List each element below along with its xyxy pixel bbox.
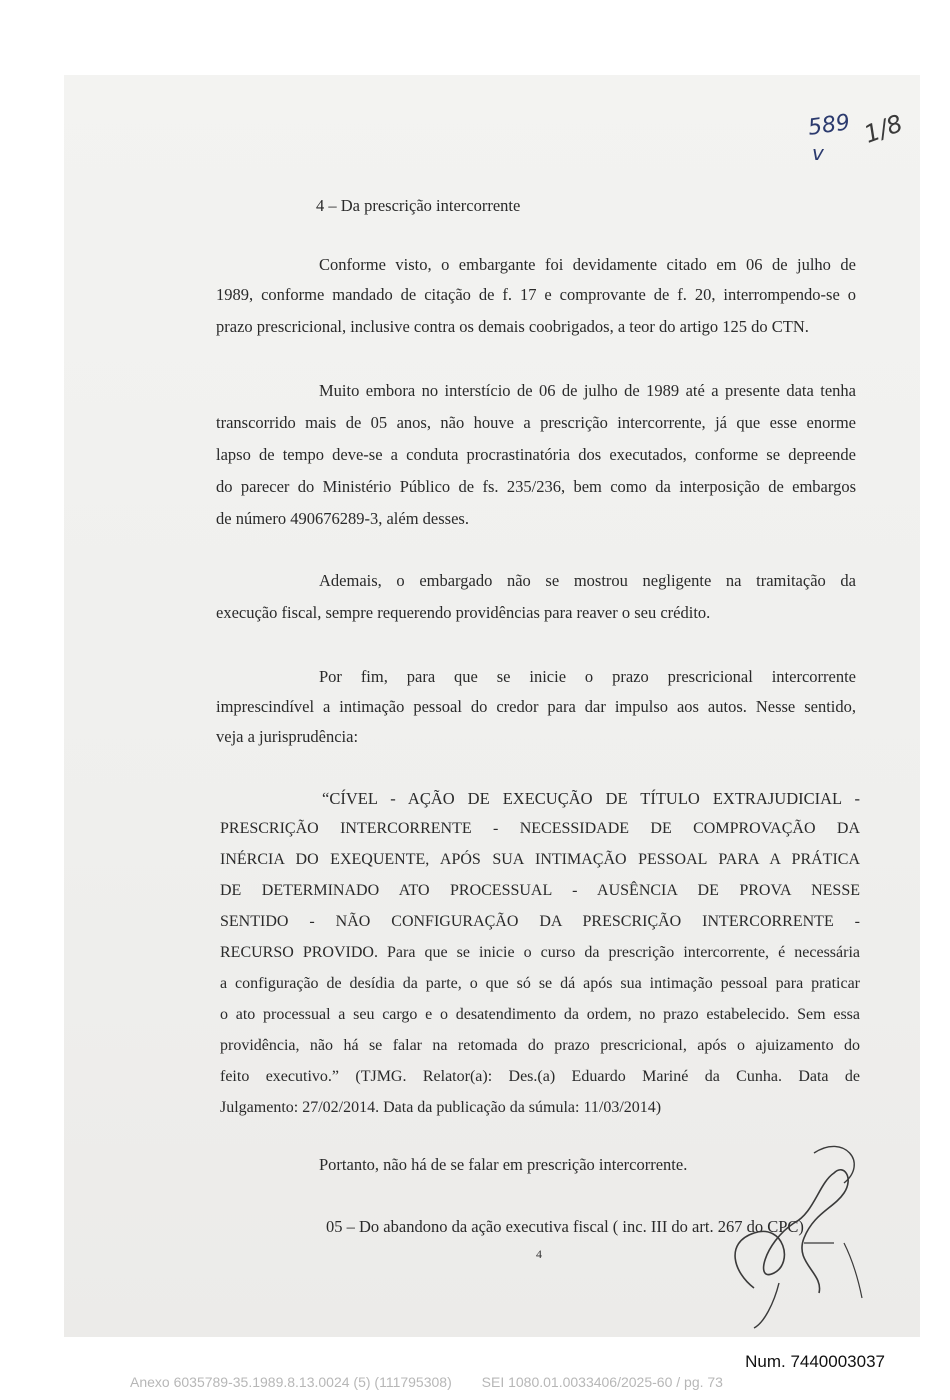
page-number: 4	[536, 1247, 542, 1261]
conclusion-text: Portanto, não há de se falar em prescrição intercorrente.	[319, 1155, 688, 1174]
document-number: Num. 7440003037	[745, 1352, 885, 1371]
scanned-page	[64, 75, 920, 1337]
quote-line: RECURSO PROVIDO. Para que se inicie o curso da prescrição intercorrente, é necessária	[220, 944, 860, 961]
paragraph-2-line: lapso de tempo deve-se a conduta procrastinatória dos executados, conforme se depreende	[216, 445, 856, 464]
quote-line: feito executivo.” (TJMG. Relator(a): Des.(a) Eduardo Mariné da Cunha. Data de	[220, 1068, 860, 1085]
folio-secondary: 1/8	[860, 109, 907, 149]
page-sheet	[64, 75, 920, 1337]
quote-line: o ato processual a seu cargo e o desatendimento da ordem, no prazo estabelecido. Sem essa	[220, 1006, 860, 1023]
section-5-heading: 05 – Do abandono da ação executiva fiscal ( inc. III do art. 267 do CPC)	[326, 1217, 804, 1236]
quote-line: DE DETERMINADO ATO PROCESSUAL - AUSÊNCIA DE PROVA NESSE	[220, 882, 860, 899]
paragraph-2-line: transcorrido mais de 05 anos, não houve a prescrição intercorrente, já que esse enorme	[216, 413, 856, 432]
quote-line: providência, não há se falar na retomada do prazo prescricional, após o ajuizamento do	[220, 1037, 860, 1054]
paragraph-4-line: Por fim, para que se inicie o prazo prescricional intercorrente	[319, 667, 856, 686]
quote-line: Julgamento: 27/02/2014. Data da publicação da súmula: 11/03/2014)	[220, 1099, 662, 1116]
paragraph-4-line: veja a jurisprudência:	[216, 727, 359, 746]
handwritten-signature	[694, 1123, 864, 1333]
quote-line: a configuração de desídia da parte, o que só se dá após sua intimação pessoal para praticar	[220, 975, 860, 992]
paragraph-1-line: prazo prescricional, inclusive contra os demais coobrigados, a teor do artigo 125 do CTN.	[216, 317, 809, 336]
annex-reference: Anexo 6035789-35.1989.8.13.0024 (5) (111795308)	[130, 1374, 452, 1390]
quote-line: “CÍVEL - AÇÃO DE EXECUÇÃO DE TÍTULO EXTRAJUDICIAL -	[322, 789, 860, 808]
quote-line: PRESCRIÇÃO INTERCORRENTE - NECESSIDADE DE COMPROVAÇÃO DA	[220, 820, 860, 837]
footer-reference	[130, 1374, 749, 1390]
quote-line: SENTIDO - NÃO CONFIGURAÇÃO DA PRESCRIÇÃO INTERCORRENTE -	[220, 913, 860, 930]
paragraph-2-line: de número 490676289-3, além desses.	[216, 509, 469, 528]
paragraph-1-line: 1989, conforme mandado de citação de f. 17 e comprovante de f. 20, interrompendo-se o	[216, 285, 856, 304]
paragraph-1-line: Conforme visto, o embargante foi devidamente citado em 06 de julho de	[319, 255, 856, 274]
quote-line: INÉRCIA DO EXEQUENTE, APÓS SUA INTIMAÇÃO PESSOAL PARA A PRÁTICA	[220, 851, 860, 868]
paragraph-3-line: execução fiscal, sempre requerendo providências para reaver o seu crédito.	[216, 603, 711, 622]
paragraph-4-line: imprescindível a intimação pessoal do credor para dar impulso aos autos. Nesse sentido,	[216, 697, 856, 716]
paragraph-2-line: do parecer do Ministério Público de fs. 235/236, bem como da interposição de embargos	[216, 477, 856, 496]
section-4-heading: 4 – Da prescrição intercorrente	[316, 196, 521, 215]
paragraph-2-line: Muito embora no interstício de 06 de julho de 1989 até a presente data tenha	[319, 381, 856, 400]
paragraph-3-line: Ademais, o embargado não se mostrou negligente na tramitação da	[319, 571, 856, 590]
folio-mark: v	[812, 141, 824, 165]
sei-reference: SEI 1080.01.0033406/2025-60 / pg. 73	[481, 1374, 723, 1390]
folio-number: 589	[806, 110, 852, 141]
